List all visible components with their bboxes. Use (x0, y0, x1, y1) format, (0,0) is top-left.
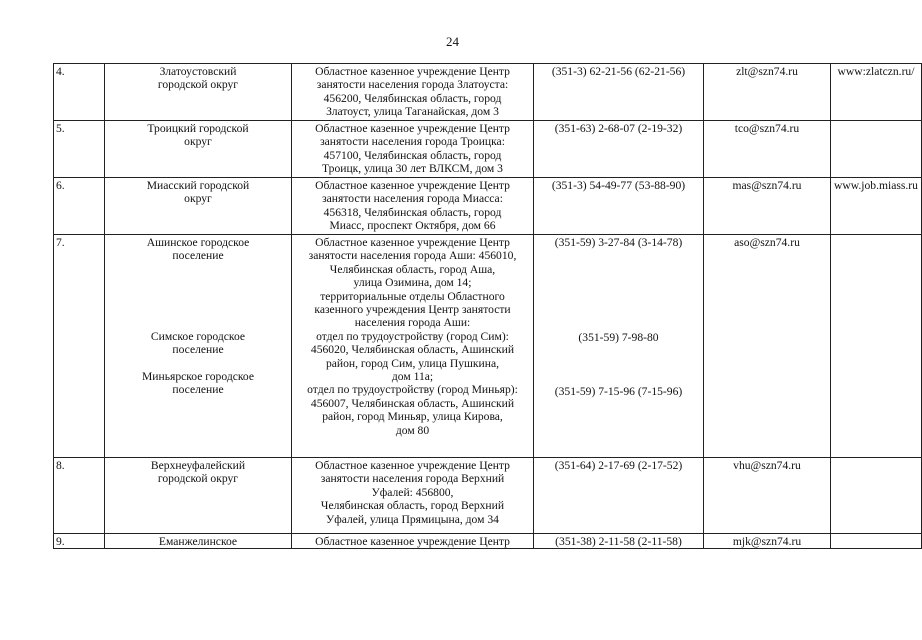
phone-cell: (351-3) 54-49-77 (53-88-90) (534, 178, 704, 235)
row-number: 6. (54, 178, 105, 235)
row-number: 4. (54, 64, 105, 121)
phone-cell: (351-63) 2-68-07 (2-19-32) (534, 121, 704, 178)
institution-cell: Областное казенное учреждение Центр занятости населения города Златоуста: 456200, Челябинская область, город Златоуст, улица Таганайская, дом 3 (292, 64, 534, 121)
website-cell (831, 458, 922, 534)
row-number: 8. (54, 458, 105, 534)
email-cell: mjk@szn74.ru (704, 534, 831, 549)
table-row (54, 458, 922, 534)
page-number: 24 (446, 34, 459, 49)
email-cell: vhu@szn74.ru (704, 458, 831, 534)
table-row (54, 534, 922, 549)
website-cell (831, 121, 922, 178)
email-cell: zlt@szn74.ru (704, 64, 831, 121)
phone-cell: (351-64) 2-17-69 (2-17-52) (534, 458, 704, 534)
institution-cell: Областное казенное учреждение Центр (292, 534, 534, 549)
municipality-cell: Троицкий городской округ (105, 121, 292, 178)
municipality-cell: Миасский городской округ (105, 178, 292, 235)
municipality-cell: Еманжелинское (105, 534, 292, 549)
website-cell: www.job.miass.ru (831, 178, 922, 235)
table-row (54, 121, 922, 178)
row-number: 7. (54, 235, 105, 458)
email-cell: aso@szn74.ru (704, 235, 831, 458)
row-number: 5. (54, 121, 105, 178)
email-cell: tco@szn74.ru (704, 121, 831, 178)
institution-cell: Областное казенное учреждение Центр занятости населения города Аши: 456010, Челябинская область, город Аша, улица Озимина, дом 14; территориальные отделы Областного казенного учреждения Центр занятости населения города Аши: отдел по трудоустройству (город Сим): 456020, Челябинская область, Ашинский район, город Сим, улица Пушкина, дом 11а; отдел по трудоустройству (город Миньяр): 456007, Челябинская область, Ашинский район, город Миньяр, улица Кирова, дом 80 (292, 235, 534, 458)
website-cell (831, 235, 922, 458)
table-row (54, 178, 922, 235)
institution-cell: Областное казенное учреждение Центр занятости населения города Троицка: 457100, Челябинская область, город Троицк, улица 30 лет ВЛКСМ, дом 3 (292, 121, 534, 178)
table-row (54, 235, 922, 458)
table-row (54, 64, 922, 121)
municipality-cell: Верхнеуфалейский городской округ (105, 458, 292, 534)
row-number: 9. (54, 534, 105, 549)
institution-cell: Областное казенное учреждение Центр занятости населения города Миасса: 456318, Челябинская область, город Миасс, проспект Октября, дом 66 (292, 178, 534, 235)
phone-cell: (351-59) 3-27-84 (3-14-78) (351-59) 7-98-80 (351-59) 7-15-96 (7-15-96) (534, 235, 704, 458)
phone-cell: (351-3) 62-21-56 (62-21-56) (534, 64, 704, 121)
municipality-cell: Ашинское городское поселение Симское городское поселение Миньярское городское поселение (105, 235, 292, 458)
website-cell (831, 534, 922, 549)
phone-cell: (351-38) 2-11-58 (2-11-58) (534, 534, 704, 549)
employment-centers-table (53, 63, 922, 549)
email-cell: mas@szn74.ru (704, 178, 831, 235)
institution-cell: Областное казенное учреждение Центр занятости населения города Верхний Уфалей: 456800, Челябинская область, город Верхний Уфалей, улица Прямицына, дом 34 (292, 458, 534, 534)
website-cell: www:zlatczn.ru/ (831, 64, 922, 121)
municipality-cell: Златоустовский городской округ (105, 64, 292, 121)
